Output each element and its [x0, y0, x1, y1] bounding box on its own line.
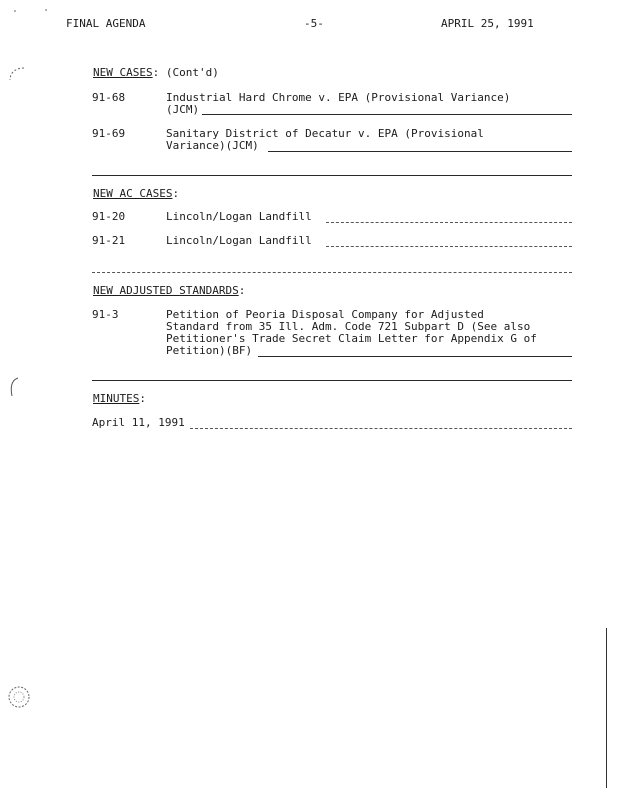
fill-line: [258, 356, 572, 357]
fill-line: [268, 151, 572, 152]
fill-line: [202, 114, 572, 115]
case-title: Petition of Peoria Disposal Company for Adjusted Standard from 35 Ill. Adm. Code 721 Subpart D (See also Petitioner's Trade Secret Claim Letter for Appendix G of Petition)(BF): [166, 308, 537, 357]
header-date: APRIL 25, 1991: [441, 17, 534, 30]
case-title: Lincoln/Logan Landfill: [166, 210, 312, 223]
case-title: Sanitary District of Decatur v. EPA (Provisional Variance)(JCM): [166, 127, 484, 152]
case-number: 91-3: [92, 308, 119, 321]
scan-mark-top-left: [12, 4, 52, 18]
case-title: Industrial Hard Chrome v. EPA (Provisional Variance) (JCM): [166, 91, 511, 116]
section-heading-minutes: MINUTES:: [93, 392, 146, 405]
punch-hole-mark-middle: [4, 374, 24, 404]
minutes-date: April 11, 1991: [92, 416, 185, 429]
section-heading-new-ac-cases: NEW AC CASES:: [93, 187, 180, 200]
case-number: 91-68: [92, 91, 126, 104]
section-divider: [92, 175, 572, 176]
fill-line: [326, 222, 572, 223]
punch-hole-mark-top: [4, 64, 30, 90]
case-number: 91-20: [92, 210, 126, 223]
case-number: 91-21: [92, 234, 126, 247]
right-edge-line: [606, 628, 607, 788]
section-divider: [92, 272, 572, 273]
fill-line: [190, 428, 572, 429]
header-title: FINAL AGENDA: [66, 17, 146, 30]
case-title: Lincoln/Logan Landfill: [166, 234, 312, 247]
section-heading-new-adjusted-standards: NEW ADJUSTED STANDARDS:: [93, 284, 246, 297]
section-heading-new-cases: NEW CASES: (Cont'd): [93, 66, 219, 79]
case-number: 91-69: [92, 127, 126, 140]
page-number: -5-: [304, 17, 324, 30]
fill-line: [326, 246, 572, 247]
section-divider: [92, 380, 572, 381]
stamp-mark: [6, 684, 32, 710]
